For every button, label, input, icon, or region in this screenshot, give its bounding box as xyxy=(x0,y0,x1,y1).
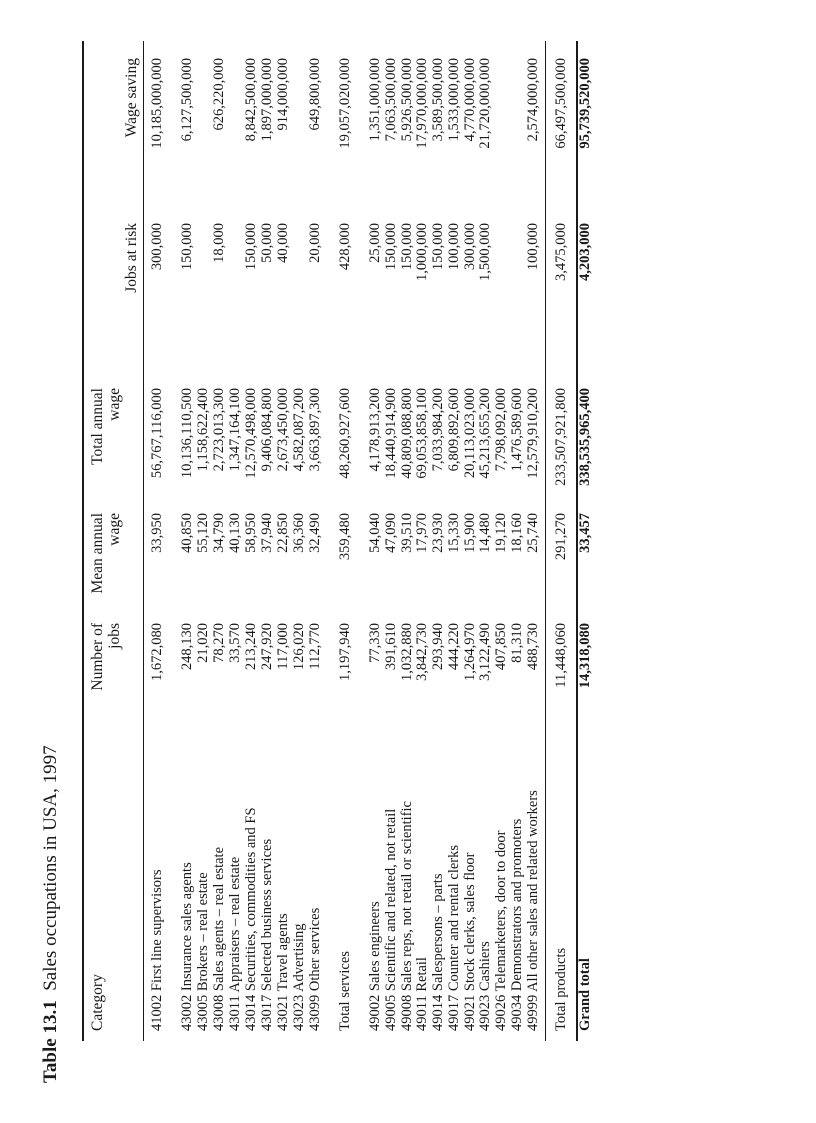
row-mean-wage: 359,480 xyxy=(337,513,353,561)
row-wage-saving: 17,970,000,000 xyxy=(414,58,430,149)
row-jobs: 11,448,060 xyxy=(553,623,569,688)
row-jobs-at-risk: 25,000 xyxy=(367,223,383,263)
header-jobs-line2: jobs xyxy=(106,623,123,649)
row-wage-saving xyxy=(510,58,526,203)
row-category: Total services xyxy=(337,951,353,1031)
row-wage-saving xyxy=(292,58,308,203)
row-category: 43002 Insurance sales agents xyxy=(179,862,195,1031)
row-category: Total products xyxy=(553,947,569,1031)
row-total-wage: 1,158,622,400 xyxy=(195,388,211,472)
row-total-wage: 6,809,892,600 xyxy=(446,388,462,472)
table-number: Table 13.1 xyxy=(40,1000,61,1083)
row-wage-saving: 95,739,520,000 xyxy=(577,58,593,149)
row-jobs: 248,130 xyxy=(179,623,195,671)
row-jobs: 33,570 xyxy=(227,623,243,663)
table-title: Sales occupations in USA, 1997 xyxy=(40,745,61,991)
row-wage-saving: 66,497,500,000 xyxy=(553,58,569,149)
row-jobs: 1,032,880 xyxy=(399,623,415,681)
header-mean-line2: wage xyxy=(106,513,123,546)
row-mean-wage: 33,457 xyxy=(577,513,593,553)
row-total-wage: 69,053,858,100 xyxy=(414,388,430,479)
row-wage-saving xyxy=(228,58,244,203)
row-category: 49008 Sales reps, not retail or scientific xyxy=(399,801,415,1031)
row-mean-wage: 32,490 xyxy=(307,513,323,553)
row-jobs-at-risk xyxy=(196,223,212,363)
header-total-wage xyxy=(89,388,123,503)
header-category: Category xyxy=(89,974,106,1031)
row-jobs-at-risk xyxy=(494,223,510,363)
row-jobs-at-risk xyxy=(228,223,244,363)
row-jobs: 488,730 xyxy=(525,623,541,671)
row-category: Grand total xyxy=(577,958,593,1031)
row-wage-saving: 21,720,000,000 xyxy=(477,58,493,149)
row-jobs-at-risk: 150,000 xyxy=(243,223,259,271)
row-jobs-at-risk: 300,000 xyxy=(149,223,165,271)
row-jobs: 126,020 xyxy=(291,623,307,671)
header-total-line2: wage xyxy=(106,388,123,421)
row-mean-wage: 55,120 xyxy=(195,513,211,553)
row-wage-saving: 6,127,500,000 xyxy=(179,58,195,142)
row-wage-saving: 1,533,000,000 xyxy=(446,58,462,142)
header-jobs xyxy=(89,623,123,743)
row-total-wage: 18,440,914,900 xyxy=(383,388,399,479)
row-jobs: 3,122,490 xyxy=(477,623,493,681)
row-mean-wage: 58,950 xyxy=(243,513,259,553)
row-jobs: 407,850 xyxy=(493,623,509,671)
row-category: 43021 Travel agents xyxy=(275,913,291,1031)
row-jobs: 213,240 xyxy=(243,623,259,671)
row-jobs-at-risk xyxy=(292,223,308,363)
row-jobs: 81,310 xyxy=(509,623,525,663)
row-total-wage: 3,663,897,300 xyxy=(307,388,323,472)
grand-total-rule xyxy=(545,41,546,1041)
row-jobs-at-risk: 40,000 xyxy=(275,223,291,263)
row-category: 43005 Brokers – real estate xyxy=(195,872,211,1031)
row-jobs: 77,330 xyxy=(367,623,383,663)
row-total-wage: 48,260,927,600 xyxy=(337,388,353,479)
row-total-wage: 233,507,921,800 xyxy=(553,388,569,486)
row-jobs: 117,000 xyxy=(275,623,291,670)
row-mean-wage: 47,090 xyxy=(383,513,399,553)
row-jobs: 444,220 xyxy=(446,623,462,671)
row-total-wage: 1,476,589,600 xyxy=(509,388,525,472)
row-wage-saving xyxy=(494,58,510,203)
row-total-wage: 1,347,164,100 xyxy=(227,388,243,472)
row-wage-saving: 3,589,500,000 xyxy=(430,58,446,142)
row-category: 49021 Stock clerks, sales floor xyxy=(462,852,478,1031)
row-category: 49011 Retail xyxy=(414,957,430,1031)
row-jobs: 1,197,940 xyxy=(337,623,353,681)
row-wage-saving: 1,351,000,000 xyxy=(367,58,383,142)
row-category: 49023 Cashiers xyxy=(477,941,493,1031)
row-jobs-at-risk: 1,000,000 xyxy=(414,223,430,281)
row-jobs: 14,318,080 xyxy=(577,623,593,689)
row-jobs-at-risk: 4,203,000 xyxy=(577,223,593,281)
row-total-wage: 40,809,088,800 xyxy=(399,388,415,479)
row-mean-wage: 36,360 xyxy=(291,513,307,553)
header-wage-saving: Wage saving xyxy=(123,58,140,138)
row-jobs-at-risk: 300,000 xyxy=(462,223,478,271)
row-category: 49005 Scientific and related, not retail xyxy=(383,808,399,1031)
row-total-wage: 7,798,092,000 xyxy=(493,388,509,472)
row-wage-saving: 5,926,500,000 xyxy=(399,58,415,142)
header-mean-line1: Mean annual xyxy=(89,513,106,594)
top-rule xyxy=(82,41,84,1041)
row-wage-saving: 649,800,000 xyxy=(307,58,323,131)
row-jobs-at-risk: 3,475,000 xyxy=(553,223,569,281)
row-category: 49002 Sales engineers xyxy=(367,901,383,1031)
row-mean-wage: 14,480 xyxy=(477,513,493,553)
row-category: 43014 Securities, commodities and FS xyxy=(243,807,259,1031)
row-wage-saving: 4,770,000,000 xyxy=(462,58,478,142)
row-mean-wage: 15,330 xyxy=(446,513,462,553)
row-total-wage: 10,136,110,500 xyxy=(179,388,195,479)
header-rule xyxy=(143,41,144,1041)
row-wage-saving: 2,574,000,000 xyxy=(525,58,541,142)
row-mean-wage: 22,850 xyxy=(275,513,291,553)
row-jobs-at-risk: 20,000 xyxy=(307,223,323,263)
row-total-wage: 12,579,910,200 xyxy=(525,388,541,479)
row-wage-saving: 10,185,000,000 xyxy=(149,58,165,149)
row-jobs-at-risk: 150,000 xyxy=(383,223,399,271)
row-jobs-at-risk: 100,000 xyxy=(525,223,541,271)
row-mean-wage: 33,950 xyxy=(149,513,165,553)
row-mean-wage: 23,930 xyxy=(430,513,446,553)
row-jobs: 3,842,730 xyxy=(414,623,430,681)
row-total-wage: 20,113,023,000 xyxy=(462,388,478,479)
row-jobs: 293,940 xyxy=(430,623,446,671)
row-jobs-at-risk: 150,000 xyxy=(399,223,415,271)
row-mean-wage: 39,510 xyxy=(399,513,415,553)
row-total-wage: 4,582,087,200 xyxy=(291,388,307,472)
row-mean-wage: 34,790 xyxy=(211,513,227,553)
row-jobs-at-risk: 150,000 xyxy=(179,223,195,271)
row-jobs: 112,770 xyxy=(307,623,323,670)
row-mean-wage: 54,040 xyxy=(367,513,383,553)
row-category: 49017 Counter and rental clerks xyxy=(446,844,462,1031)
row-wage-saving: 7,063,500,000 xyxy=(383,58,399,142)
row-wage-saving: 914,000,000 xyxy=(275,58,291,131)
row-mean-wage: 15,900 xyxy=(462,513,478,553)
row-jobs: 21,020 xyxy=(195,623,211,663)
row-jobs: 1,264,970 xyxy=(462,623,478,681)
row-mean-wage: 291,270 xyxy=(553,513,569,561)
row-total-wage: 9,406,084,800 xyxy=(259,388,275,472)
row-jobs-at-risk: 18,000 xyxy=(211,223,227,263)
row-total-wage: 45,213,655,200 xyxy=(477,388,493,479)
row-jobs: 1,672,080 xyxy=(149,623,165,681)
row-category: 41002 First line supervisors xyxy=(149,869,165,1031)
row-total-wage: 338,535,965,400 xyxy=(577,388,593,486)
row-jobs-at-risk: 100,000 xyxy=(446,223,462,271)
header-jobs-at-risk: Jobs at risk xyxy=(123,223,140,293)
row-total-wage: 7,033,984,200 xyxy=(430,388,446,472)
row-jobs-at-risk: 50,000 xyxy=(259,223,275,263)
row-jobs-at-risk: 1,500,000 xyxy=(477,223,493,281)
row-mean-wage: 40,130 xyxy=(227,513,243,553)
row-jobs-at-risk: 150,000 xyxy=(430,223,446,271)
header-jobs-line1: Number of xyxy=(89,623,106,691)
row-category: 49999 All other sales and related workers xyxy=(525,790,541,1031)
row-mean-wage: 18,160 xyxy=(509,513,525,553)
row-jobs-at-risk: 428,000 xyxy=(337,223,353,271)
header-total-line1: Total annual xyxy=(89,388,106,465)
header-mean-wage xyxy=(89,513,123,633)
row-mean-wage: 19,120 xyxy=(493,513,509,553)
row-category: 43023 Advertising xyxy=(291,923,307,1031)
row-mean-wage: 25,740 xyxy=(525,513,541,553)
row-wage-saving: 8,842,500,000 xyxy=(243,58,259,142)
row-wage-saving xyxy=(196,58,212,203)
row-wage-saving: 626,220,000 xyxy=(211,58,227,131)
row-total-wage: 2,673,450,000 xyxy=(275,388,291,472)
row-total-wage: 4,178,913,200 xyxy=(367,388,383,472)
row-category: 43099 Other services xyxy=(307,907,323,1031)
row-wage-saving: 19,057,020,000 xyxy=(337,58,353,149)
row-total-wage: 12,570,498,000 xyxy=(243,388,259,479)
row-category: 49014 Salespersons – parts xyxy=(430,873,446,1031)
row-category: 43008 Sales agents – real estate xyxy=(211,846,227,1031)
row-category: 49034 Demonstrators and promoters xyxy=(509,818,525,1031)
row-jobs: 78,270 xyxy=(211,623,227,663)
row-category: 49026 Telemarketers, door to door xyxy=(493,830,509,1031)
row-jobs: 391,610 xyxy=(383,623,399,671)
row-total-wage: 56,767,116,000 xyxy=(149,388,165,479)
row-category: 43017 Selected business services xyxy=(259,838,275,1031)
row-mean-wage: 40,850 xyxy=(179,513,195,553)
row-mean-wage: 17,970 xyxy=(414,513,430,553)
row-jobs: 247,920 xyxy=(259,623,275,671)
row-mean-wage: 37,940 xyxy=(259,513,275,553)
table-caption xyxy=(40,745,62,1083)
row-category: 43011 Appraisers – real estate xyxy=(227,856,243,1031)
row-total-wage: 2,723,013,300 xyxy=(211,388,227,472)
row-wage-saving: 1,897,000,000 xyxy=(259,58,275,142)
row-jobs-at-risk xyxy=(510,223,526,363)
